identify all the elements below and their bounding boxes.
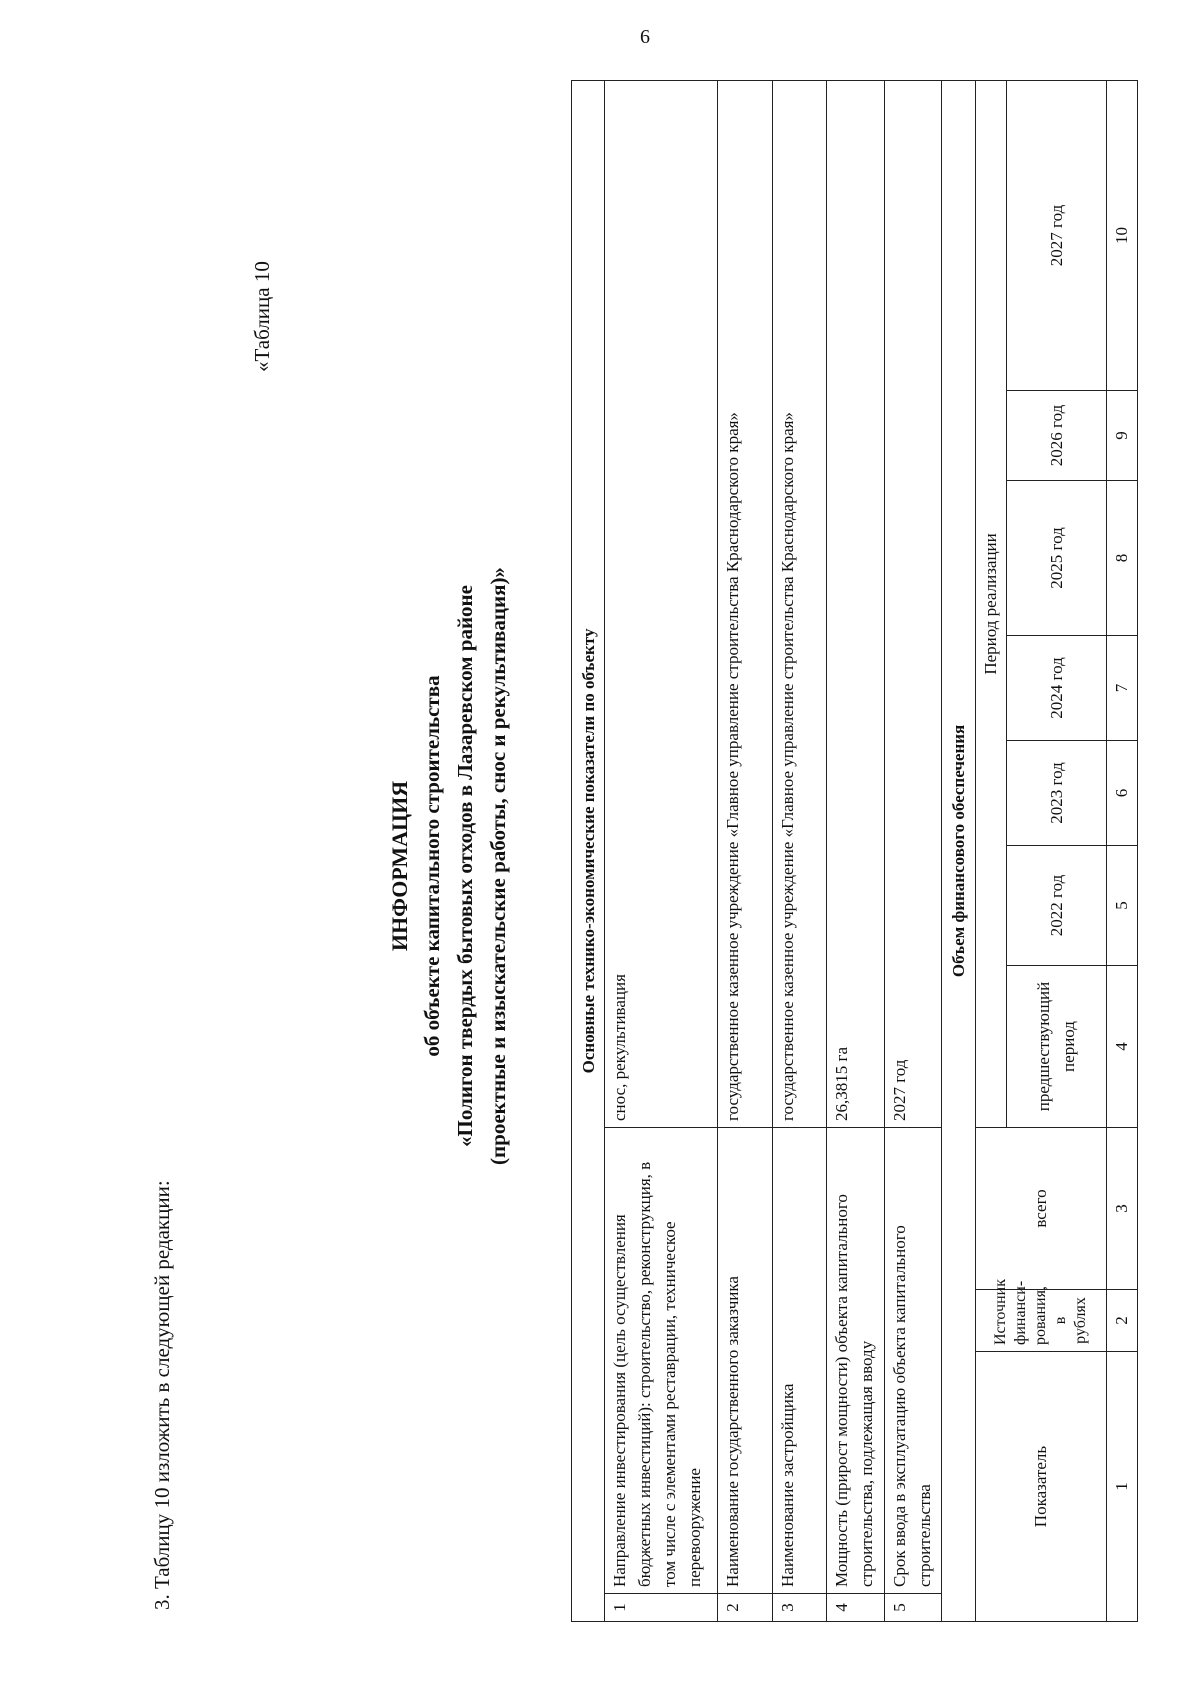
fin-col-number: 4 <box>1106 966 1137 1128</box>
fin-header-total: всего <box>975 1128 1106 1290</box>
row-2-number: 2 <box>718 1594 772 1622</box>
fin-header-period: Период реализации <box>975 80 1006 1127</box>
fin-col-number: 1 <box>1106 1352 1137 1622</box>
fin-header-2022: 2022 год <box>1007 846 1106 966</box>
fin-header-2026: 2026 год <box>1007 391 1106 481</box>
fin-header-source: Источник финанси-рования, в рублях <box>975 1290 1106 1352</box>
fin-header-indicator: Показатель <box>975 1352 1106 1622</box>
section-header-indicators: Основные технико-экономические показатели по объекту <box>572 80 605 1621</box>
section-header-financing: Объем финансового обеспечения <box>942 80 975 1621</box>
fin-col-number: 5 <box>1106 846 1137 966</box>
document-title <box>383 456 515 1276</box>
fin-header-2024: 2024 год <box>1007 636 1106 741</box>
row-3-number: 3 <box>772 1594 826 1622</box>
row-5-number: 5 <box>884 1594 942 1622</box>
fin-col-number: 7 <box>1106 636 1137 741</box>
fin-col-number: 3 <box>1106 1128 1137 1290</box>
fin-col-number: 6 <box>1106 741 1137 846</box>
fin-header-2023: 2023 год <box>1007 741 1106 846</box>
fin-header-prev: предшествующий период <box>1007 966 1106 1128</box>
page-number: 6 <box>640 26 650 48</box>
row-4-number: 4 <box>827 1594 885 1622</box>
table-label: «Таблица 10 <box>250 261 274 372</box>
fin-col-number: 10 <box>1106 80 1137 390</box>
row-2-value: государственное казенное учреждение «Главное управление строительства Краснодарского края» <box>718 80 772 1127</box>
title-line-2: об объекте капитального строительства <box>420 675 444 1057</box>
title-line-4: (проектные и изыскательские работы, снос и рекультивация)» <box>486 567 510 1165</box>
fin-header-2025: 2025 год <box>1007 481 1106 636</box>
fin-col-number: 2 <box>1106 1290 1137 1352</box>
intro-text: 3. Таблицу 10 изложить в следующей редакции: <box>150 1180 174 1610</box>
title-line-1: ИНФОРМАЦИЯ <box>387 780 412 952</box>
row-2-label: Наименование государственного заказчика <box>718 1128 772 1594</box>
title-line-3: «Полигон твердых бытовых отходов в Лазаревском районе <box>453 585 477 1147</box>
row-3-value: государственное казенное учреждение «Главное управление строительства Краснодарского края» <box>772 80 826 1127</box>
fin-col-number: 9 <box>1106 391 1137 481</box>
row-4-label: Мощность (прирост мощности) объекта капитального строительства, подлежащая вводу <box>827 1128 885 1594</box>
row-5-label: Срок ввода в эксплуатацию объекта капитального строительства <box>884 1128 942 1594</box>
fin-col-number: 8 <box>1106 481 1137 636</box>
row-5-value: 2027 год <box>884 80 942 1127</box>
row-4-value: 26,3815 га <box>827 80 885 1127</box>
fin-header-2027: 2027 год <box>1007 80 1106 390</box>
info-table <box>571 81 1138 1622</box>
row-1-label: Направление инвестирования (цель осуществления бюджетных инвестиций): строительство, реконструкция, в том числе с элементами реставрации, техническое перевооружение <box>605 1128 718 1594</box>
row-3-label: Наименование застройщика <box>772 1128 826 1594</box>
row-1-number: 1 <box>605 1594 718 1622</box>
row-1-value: снос, рекультивация <box>605 80 718 1127</box>
